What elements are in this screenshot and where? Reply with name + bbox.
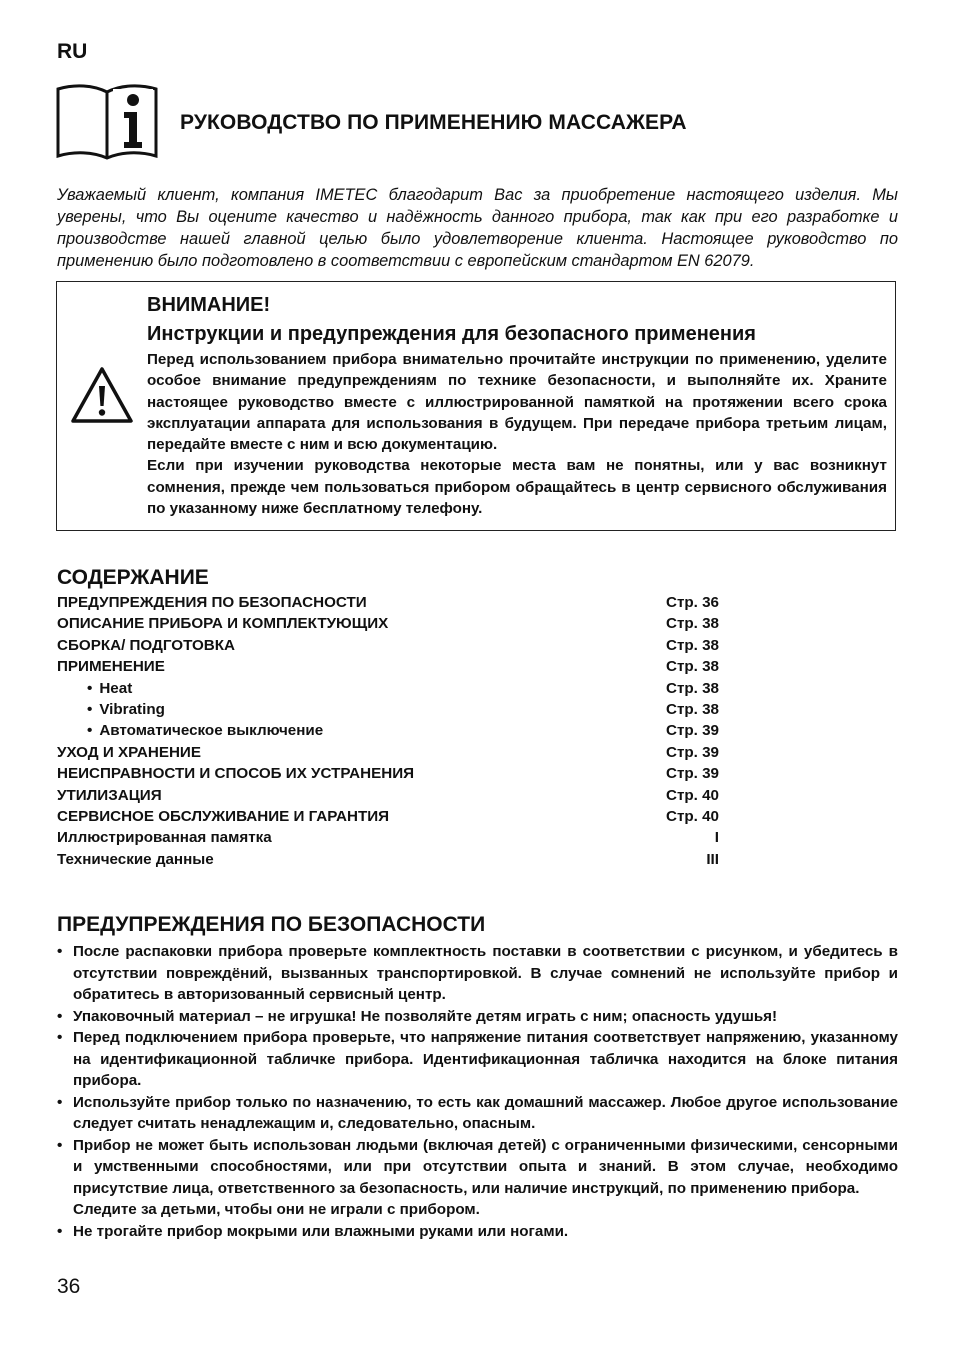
manual-info-book-icon bbox=[55, 84, 159, 160]
toc-entry-label: СЕРВИСНОЕ ОБСЛУЖИВАНИЕ И ГАРАНТИЯ bbox=[57, 807, 390, 825]
toc-entry-label: • Автоматическое выключение bbox=[57, 720, 323, 741]
intro-paragraph: Уважаемый клиент, компания IMETEC благодарит Вас за приобретение настоящего изделия. Мы уверены, что Вы оцените качество и надёжность данного прибора, так как при его разработке и производстве нашей главной целью было удовлетворение клиента. Настоящее руководство по применению было подготовлено в соответствии с европейским стандартом EN 62079. bbox=[57, 186, 898, 270]
toc-entry bbox=[57, 827, 719, 848]
toc-entry bbox=[57, 806, 719, 827]
warning-paragraph: Если при изучении руководства некоторые места вам не понятны, или у вас возникнут сомнения, прежде чем пользоваться прибором обращайтесь в центр сервисного обслуживания по указанному ниже бесплатному телефону. bbox=[147, 457, 887, 518]
toc-entry-page: Стр. 38 bbox=[665, 615, 719, 633]
toc-subentry bbox=[57, 678, 719, 699]
safety-bullet-text: • Прибор не может быть использован людьми (включая детей) с ограниченными физическими, сенсорными и умственными способностями, или при отсутствии опыта и знаний. В этом случае, необходимо присутствие лица, ответственного за безопасность, или наличие инструкций, по применению прибора. bbox=[73, 1136, 898, 1197]
safety-bullet-text: • Используйте прибор только по назначению, то есть как домашний массажер. Любое другое использование следует считать ненадлежащим и, следовательно, опасным. bbox=[73, 1093, 898, 1132]
toc-entry-page: Стр. 40 bbox=[665, 786, 719, 804]
toc-entry-page: I bbox=[714, 829, 719, 847]
toc-title: СОДЕРЖАНИЕ bbox=[57, 566, 209, 589]
safety-section-title: ПРЕДУПРЕЖДЕНИЯ ПО БЕЗОПАСНОСТИ bbox=[57, 913, 486, 936]
toc-entry-page: Стр. 39 bbox=[665, 765, 719, 783]
toc-entry-page: III bbox=[706, 850, 719, 868]
toc-entry-label: НЕИСПРАВНОСТИ И СПОСОБ ИХ УСТРАНЕНИЯ bbox=[57, 765, 415, 783]
table-of-contents bbox=[57, 592, 719, 870]
toc-entry-page: Стр. 38 bbox=[665, 679, 719, 697]
safety-warning-box bbox=[56, 281, 896, 531]
toc-subentry bbox=[57, 699, 719, 720]
safety-bullet-text: • Упаковочный материал – не игрушка! Не позволяйте детям играть с ним; опасность удушья! bbox=[73, 1007, 778, 1025]
toc-entry-label: УХОД И ХРАНЕНИЕ bbox=[57, 743, 201, 761]
warning-triangle-icon bbox=[70, 366, 134, 424]
page-number: 36 bbox=[57, 1275, 81, 1298]
toc-entry bbox=[57, 635, 719, 656]
document-title: РУКОВОДСТВО ПО ПРИМЕНЕНИЮ МАССАЖЕРА bbox=[180, 111, 687, 134]
toc-entry bbox=[57, 763, 719, 784]
toc-entry bbox=[57, 785, 719, 806]
safety-bullet-extra-text: Следите за детьми, чтобы они не играли с прибором. bbox=[73, 1201, 480, 1218]
toc-entry-label: ОПИСАНИЕ ПРИБОРА И КОМПЛЕКТУЮЩИХ bbox=[57, 615, 389, 633]
toc-entry bbox=[57, 742, 719, 763]
toc-entry-label: ПРЕДУПРЕЖДЕНИЯ ПО БЕЗОПАСНОСТИ bbox=[57, 594, 367, 611]
toc-entry-page: Стр. 40 bbox=[665, 807, 719, 825]
safety-bullet bbox=[57, 1221, 898, 1243]
warning-subheading: Инструкции и предупреждения для безопасного применения bbox=[147, 323, 756, 345]
toc-entry-label: СБОРКА/ ПОДГОТОВКА bbox=[57, 636, 235, 654]
toc-entry-label: Технические данные bbox=[57, 850, 214, 868]
toc-entry bbox=[57, 592, 719, 613]
safety-bullet-text: • После распаковки прибора проверьте комплектность поставки в соответствии с рисунком, и убедитесь в отсутствии повреждёний, вызванных транспортировкой. В случае сомнений не используйте прибор и обратитесь в авторизованный сервисный центр. bbox=[73, 943, 898, 1003]
warning-text bbox=[147, 349, 887, 519]
toc-subentry bbox=[57, 720, 719, 741]
toc-entry-label: ПРИМЕНЕНИЕ bbox=[57, 658, 165, 676]
toc-entry-page: Стр. 39 bbox=[665, 722, 719, 740]
safety-bullet bbox=[57, 941, 898, 1006]
safety-bullet bbox=[57, 1092, 898, 1135]
safety-bullet-text: • Перед подключением прибора проверьте, что напряжение питания соответствует напряжению, указанному на идентификационной табличке прибора. Идентификационная табличка находится на блоке питания прибора. bbox=[73, 1029, 898, 1089]
toc-entry bbox=[57, 613, 719, 634]
toc-entry-label: • Vibrating bbox=[57, 699, 165, 720]
warning-heading: ВНИМАНИЕ! bbox=[147, 294, 271, 316]
language-code: RU bbox=[57, 40, 88, 63]
toc-entry-label: Иллюстрированная памятка bbox=[57, 829, 272, 847]
warning-paragraph: Перед использованием прибора внимательно прочитайте инструкции по применению, уделите особое внимание предупреждениям по технике безопасности, и выполняйте их. Храните настоящее руководство вместе с иллюстрированной памяткой на протяжении всего срока эксплуатации аппарата для использования в будущем. При передаче прибора третьим лицам, передайте вместе с ним и всю документацию. bbox=[147, 351, 887, 454]
safety-bullet bbox=[57, 1135, 898, 1221]
toc-entry-page: Стр. 38 bbox=[665, 636, 719, 654]
toc-entry-label: • Heat bbox=[57, 678, 132, 699]
toc-entry-label: УТИЛИЗАЦИЯ bbox=[57, 786, 162, 804]
safety-bullet bbox=[57, 1006, 898, 1028]
toc-entry bbox=[57, 849, 719, 870]
safety-bullet-list bbox=[57, 941, 898, 1242]
toc-entry bbox=[57, 656, 719, 677]
toc-entry-page: Стр. 39 bbox=[665, 743, 719, 761]
toc-entry-page: Стр. 38 bbox=[665, 700, 719, 718]
toc-entry-page: Стр. 36 bbox=[665, 594, 719, 611]
toc-entry-page: Стр. 38 bbox=[665, 658, 719, 676]
safety-bullet bbox=[57, 1027, 898, 1092]
safety-bullet-text: • Не трогайте прибор мокрыми или влажными руками или ногами. bbox=[73, 1222, 569, 1240]
